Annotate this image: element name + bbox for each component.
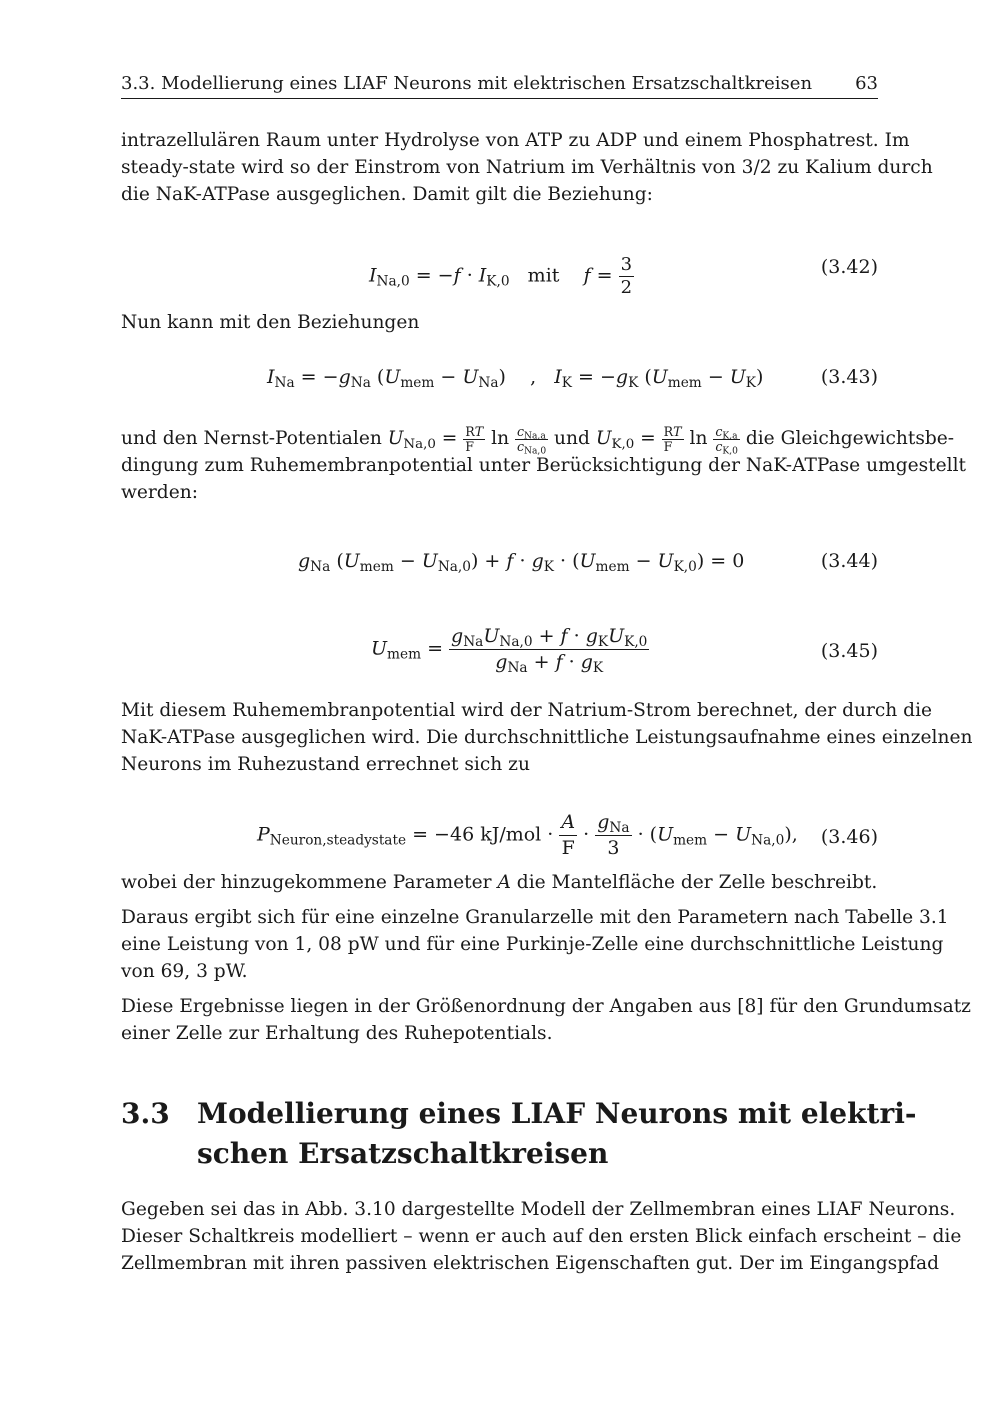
equation-body: $P_{Neuron,steadystate} = -46$ kJ/mol · $\frac{A}{F}$ · $\frac{g_{Na}}{3}$ · $(U_{mem} - U_{Na,0})$, <box>257 811 798 859</box>
text-line: Neurons im Ruhezustand errechnet sich zu <box>121 753 530 775</box>
running-header <box>121 72 878 99</box>
fraction: $\frac{RT}{F}$ <box>465 424 484 454</box>
section-title <box>197 1094 917 1174</box>
equation-3-44 <box>121 548 878 578</box>
text-line: werden: <box>121 481 198 503</box>
paragraph-modell <box>121 1197 962 1277</box>
text-line: eine Leistung von 1, 08 pW und für eine Purkinje-Zelle eine durchschnittliche Leistung <box>121 933 944 955</box>
text-run: die Mantelfläche der Zelle beschreibt. <box>516 872 878 893</box>
text-line: Dieser Schaltkreis modelliert – wenn er auch auf den ersten Blick einfach erscheint – die <box>121 1225 962 1247</box>
equation-3-42 <box>121 240 878 296</box>
fraction: $\frac{A}{F}$ <box>561 811 576 859</box>
section-title-line: schen Ersatzschaltkreisen <box>197 1137 609 1170</box>
text-run: und den Nernst-Potentialen <box>121 428 382 449</box>
text-line: von 69, 3 pW. <box>121 960 248 982</box>
text-line: Zellmembran mit ihren passiven elektrischen Eigenschaften gut. Der im Eingangspfad <box>121 1252 939 1274</box>
equation-number: (3.45) <box>820 640 878 662</box>
text-line: und den Nernst-Potentialen $U_{Na,0}$ = $\frac{RT}{F}$ ln $\frac{c_{Na,a}}{c_{Na,0}}$ und $U_{K,0}$ = $\frac{RT}{F}$ ln $\frac{c_{K,a}}{c_{K,0}}$ die Gleichgewichtsbe- <box>121 424 955 457</box>
text-line: intrazellulären Raum unter Hydrolyse von ATP zu ADP und einem Phosphatrest. Im <box>121 130 910 151</box>
equation-body: $g_{Na}$ $(U_{mem} - U_{Na,0}) + f \cdot g_K \cdot (U_{mem} - U_{K,0}) = 0$ <box>298 550 745 576</box>
fraction: $\frac{RT}{F}$ <box>663 424 682 454</box>
text-line: die NaK-ATPase ausgeglichen. Damit gilt die Beziehung: <box>121 183 653 205</box>
paragraph-natrium-strom <box>121 698 973 778</box>
fraction: $\frac{g_{Na}U_{Na,0} + f \cdot g_KU_{K,0}}{g_{Na} + f \cdot g_K}$ <box>451 625 648 677</box>
equation-3-46 <box>121 808 878 866</box>
equation-body: $I_{Na,0} = -f \cdot I_{K,0}$ mit f = $\frac{3}{2}$ <box>369 254 633 298</box>
text-line: NaK-ATPase ausgeglichen wird. Die durchschnittliche Leistungsaufnahme eines einzelnen <box>121 726 973 748</box>
section-number: 3.3 <box>121 1097 170 1130</box>
running-title: 3.3. Modellierung eines LIAF Neurons mit elektrischen Ersatzschaltkreisen <box>121 73 813 94</box>
paragraph-nak-atpase <box>121 128 933 208</box>
equation-3-45 <box>121 622 878 680</box>
text-run: und <box>554 428 590 449</box>
text-line: Daraus ergibt sich für eine einzelne Granularzelle mit den Parametern nach Tabelle 3.1 <box>121 907 949 928</box>
paragraph-mantelflaeche <box>121 870 878 897</box>
page-number: 63 <box>855 73 878 94</box>
text-run: die Gleichgewichtsbe- <box>745 428 955 449</box>
equation-number: (3.43) <box>820 366 878 388</box>
equation-number: (3.46) <box>820 826 878 848</box>
equation-body: $U_{mem}$ = $\frac{g_{Na}U_{Na,0} + f \cdot g_KU_{K,0}}{g_{Na} + f \cdot g_K}$ <box>371 625 648 677</box>
equation-3-43 <box>121 364 878 394</box>
text-line: dingung zum Ruhemembranpotential unter Berücksichtigung der NaK-ATPase umgestellt <box>121 455 966 476</box>
paragraph-beziehungen <box>121 310 878 337</box>
text-line: Diese Ergebnisse liegen in der Größenordnung der Angaben aus [8] für den Grundumsatz <box>121 996 971 1017</box>
fraction: $\frac{g_{Na}}{3}$ <box>597 811 630 859</box>
text-line: Mit diesem Ruhemembranpotential wird der Natrium-Strom berechnet, der durch die <box>121 700 933 721</box>
equation-number: (3.42) <box>820 256 878 278</box>
text-run: wobei der hinzugekommene Parameter <box>121 872 492 893</box>
variable: A <box>497 872 511 893</box>
fraction: $\frac{c_{Na,a}}{c_{Na,0}}$ <box>516 424 547 457</box>
fraction: $\frac{c_{K,a}}{c_{K,0}}$ <box>715 424 738 457</box>
equation-body: $I_{Na} = -g_{Na}$ $(U_{mem} - U_{Na})$ , $I_K = -g_K$ $(U_{mem} - U_K)$ <box>267 366 764 392</box>
text-line: Gegeben sei das in Abb. 3.10 dargestellte Modell der Zellmembran eines LIAF Neurons. <box>121 1199 956 1220</box>
text-line: einer Zelle zur Erhaltung des Ruhepotentials. <box>121 1022 553 1044</box>
equation-number: (3.44) <box>820 550 878 572</box>
text-line <box>121 870 878 897</box>
paragraph-ergebnisse <box>121 994 971 1048</box>
paragraph-nernst <box>121 424 966 507</box>
text-line: steady-state wird so der Einstrom von Natrium im Verhältnis von 3/2 zu Kalium durch <box>121 156 933 178</box>
paragraph-leistung <box>121 905 949 985</box>
text-line: Nun kann mit den Beziehungen <box>121 312 420 333</box>
section-title-line: Modellierung eines LIAF Neurons mit elektri- <box>197 1097 917 1130</box>
